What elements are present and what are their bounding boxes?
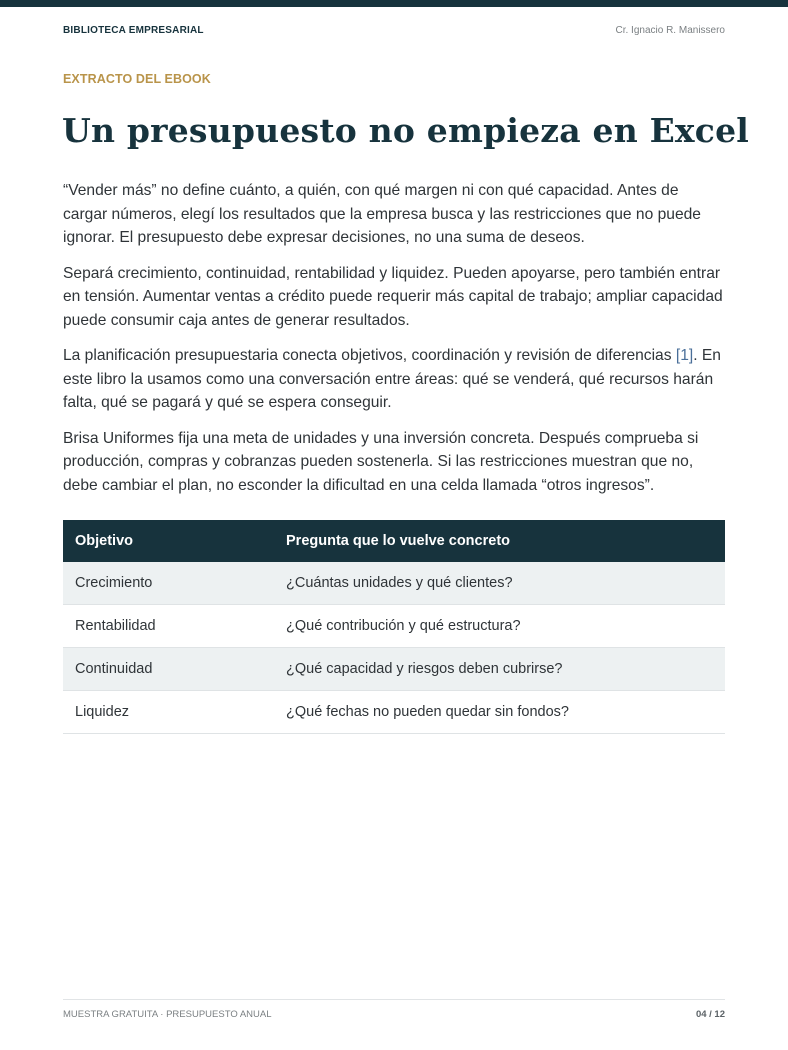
paragraph-2: Separá crecimiento, continuidad, rentabilidad y liquidez. Pueden apoyarse, pero también entrar en tensión. Aumentar ventas a crédito puede requerir más capital de trabajo; ampliar capacidad puede consumir caja antes de generar resultados.: [63, 264, 723, 329]
footer-label: MUESTRA GRATUITA · PRESUPUESTO ANUAL: [63, 1009, 272, 1020]
page-number: 04 / 12: [695, 1009, 725, 1020]
table-row: [63, 562, 725, 605]
table-row: [63, 691, 725, 734]
objective-cell: Liquidez: [63, 691, 274, 734]
brand-name: BIBLIOTECA EMPRESARIAL: [63, 25, 204, 36]
paragraph-3-text: La planificación presupuestaria conecta objetivos, coordinación y revisión de diferencias: [63, 347, 676, 364]
citation-link[interactable]: [1]: [675, 347, 694, 364]
objective-cell: Rentabilidad: [63, 605, 274, 648]
page-footer: [63, 999, 725, 1020]
paragraph-3-text-end: . En este libro la usamos como una conversación entre áreas: qué se venderá, qué recursos harán falta, qué se pagará y qué se espera conseguir.: [63, 347, 721, 411]
question-cell: ¿Qué contribución y qué estructura?: [274, 605, 725, 648]
page-title: Un presupuesto no empieza en Excel: [62, 111, 750, 150]
paragraph-1: “Vender más” no define cuánto, a quién, con qué margen ni con qué capacidad. Antes de cargar números, elegí los resultados que la empresa busca y las restricciones que no puede ignorar. El presupuesto debe expresar decisiones, no una suma de deseos.: [63, 182, 701, 246]
column-header-pregunta: Pregunta que lo vuelve concreto: [274, 520, 725, 562]
objective-cell: Crecimiento: [63, 562, 274, 605]
section-kicker: EXTRACTO DEL EBOOK: [63, 72, 211, 86]
table-row: [63, 648, 725, 691]
paragraph-3: [63, 344, 725, 415]
top-accent-bar: [0, 0, 788, 7]
table-header-row: [63, 520, 725, 562]
objective-cell: Continuidad: [63, 648, 274, 691]
question-cell: ¿Cuántas unidades y qué clientes?: [274, 562, 725, 605]
page-header: [63, 25, 725, 36]
paragraph-4: Brisa Uniformes fija una meta de unidades y una inversión concreta. Después comprueba si producción, compras y cobranzas pueden sostenerla. Si las restricciones muestran que no, debe cambiar el plan, no esconder la dificultad en una celda llamada “otros ingresos”.: [63, 429, 699, 494]
question-cell: ¿Qué fechas no pueden quedar sin fondos?: [274, 691, 725, 734]
question-cell: ¿Qué capacidad y riesgos deben cubrirse?: [274, 648, 725, 691]
column-header-objetivo: Objetivo: [63, 520, 274, 562]
author-name: Cr. Ignacio R. Manissero: [615, 25, 725, 36]
objectives-table: [63, 520, 725, 734]
article-body: [63, 179, 725, 509]
table-row: [63, 605, 725, 648]
